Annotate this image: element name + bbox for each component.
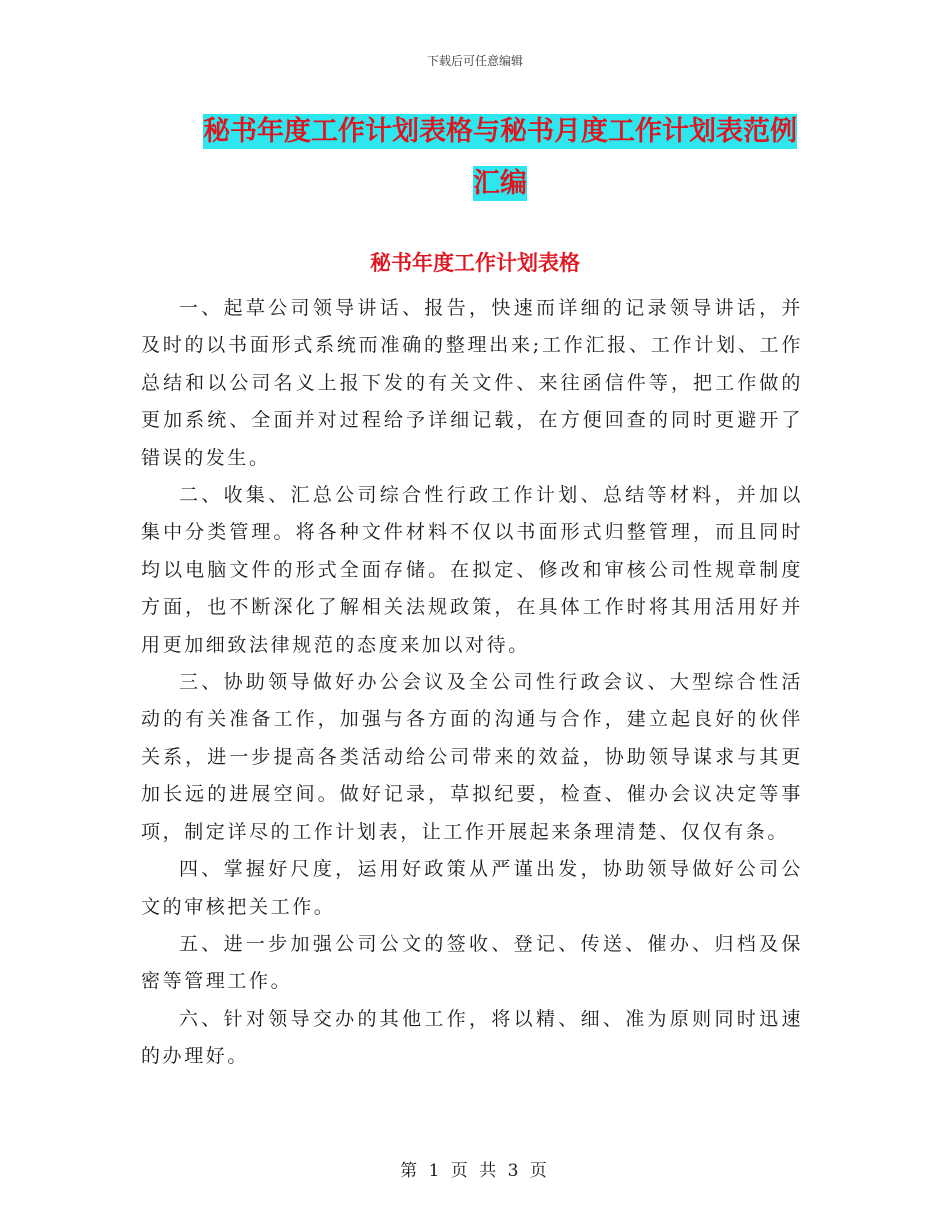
paragraph: 一、起草公司领导讲话、报告，快速而详细的记录领导讲话，并及时的以书面形式系统而准确的整理出来;工作汇报、工作计划、工作总结和以公司名义上报下发的有关文件、来往函信件等，把工作做的更加系统、全面并对过程给予详细记载，在方便回查的同时更避开了错误的发生。 (141, 297, 803, 469)
paragraph: 二、收集、汇总公司综合性行政工作计划、总结等材料，并加以集中分类管理。将各种文件材料不仅以书面形式归整管理，而且同时均以电脑文件的形式全面存储。在拟定、修改和审核公司性规章制度方面，也不断深化了解相关法规政策，在具体工作时将其用活用好并用更加细致法律规范的态度来加以对待。 (141, 484, 803, 656)
document-title-block (190, 106, 810, 210)
paragraph: 五、进一步加强公司公文的签收、登记、传送、催办、归档及保密等管理工作。 (141, 932, 803, 993)
page-footer: 第 1 页 共 3 页 (400, 1161, 550, 1181)
document-title: 秘书年度工作计划表格与秘书月度工作计划表范例汇编 (203, 116, 797, 199)
header-note: 下载后可任意编辑 (426, 54, 523, 68)
paragraph: 六、针对领导交办的其他工作，将以精、细、准为原则同时迅速的办理好。 (141, 1007, 803, 1068)
body-text (141, 290, 803, 1076)
paragraph: 三、协助领导做好办公会议及全公司性行政会议、大型综合性活动的有关准备工作，加强与各方面的沟通与合作，建立起良好的伙伴关系，进一步提高各类活动给公司带来的效益，协助领导谋求与其更加长远的进展空间。做好记录，草拟纪要，检查、催办会议决定等事项，制定详尽的工作计划表，让工作开展起来条理清楚、仅仅有条。 (141, 671, 803, 843)
section-title: 秘书年度工作计划表格 (370, 251, 580, 275)
paragraph: 四、掌握好尺度，运用好政策从严谨出发，协助领导做好公司公文的审核把关工作。 (141, 858, 803, 918)
